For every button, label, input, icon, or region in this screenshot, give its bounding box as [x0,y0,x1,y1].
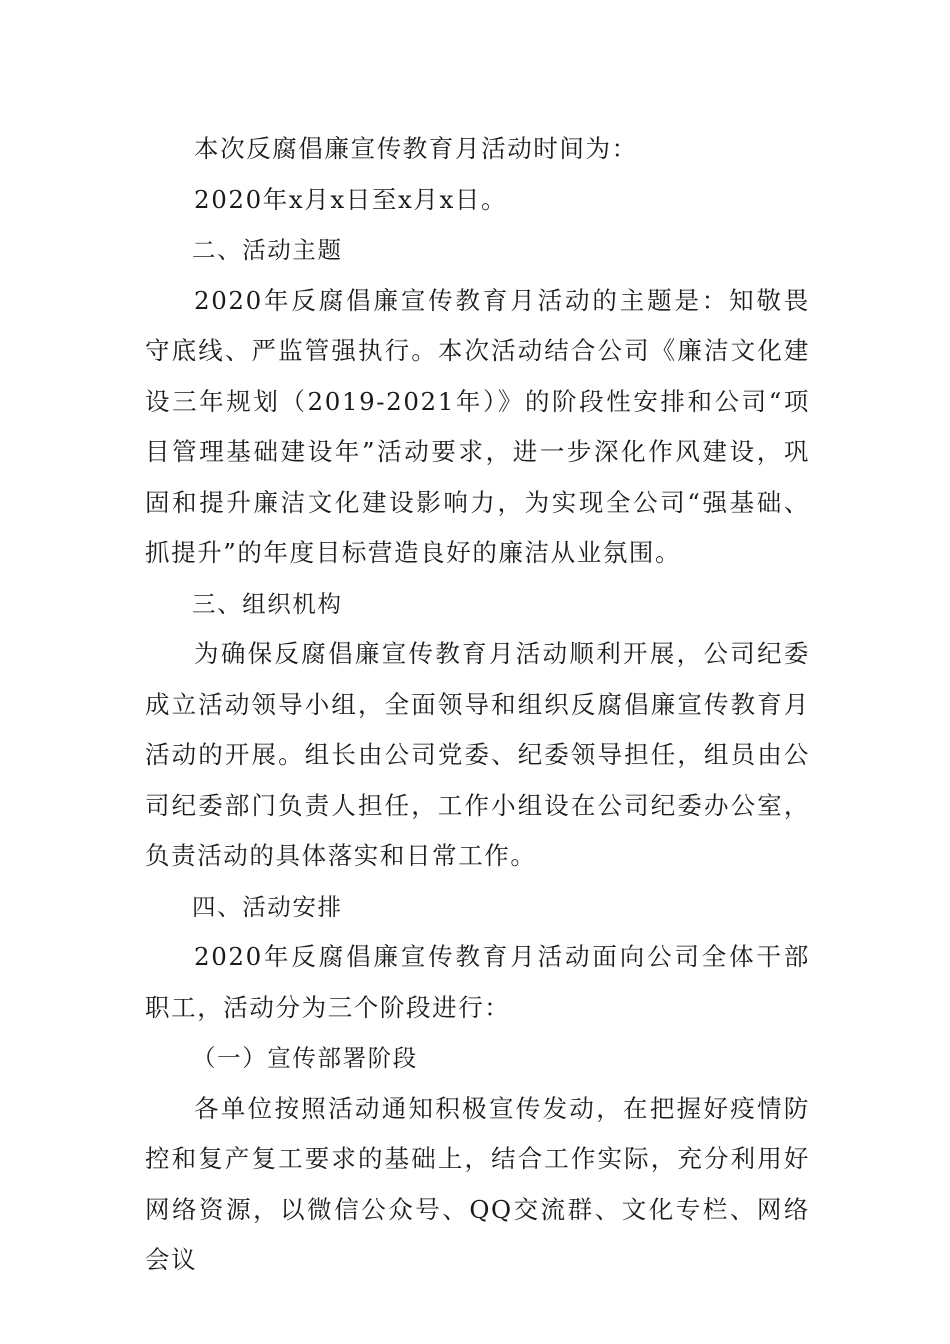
paragraph-theme-body: 2020年反腐倡廉宣传教育月活动的主题是：知敬畏守底线、严监管强执行。本次活动结合公司《廉洁文化建设三年规划（2019-2021年）》的阶段性安排和公司“项目管理基础建设年”活动要求，进一步深化作风建设，巩固和提升廉洁文化建设影响力，为实现全公司“强基础、抓提升”的年度目标营造良好的廉洁从业氛围。 [145,285,810,567]
paragraph-activity-time: 本次反腐倡廉宣传教育月活动时间为： [194,134,638,163]
paragraph-publicity-body: 各单位按照活动通知积极宣传发动，在把握好疫情防控和复产复工要求的基础上，结合工作实际，充分利用好网络资源，以微信公众号、QQ交流群、文化专栏、网络会议 [145,1093,810,1274]
heading-organization: 三、组织机构 [192,589,343,618]
heading-activity-arrangement: 四、活动安排 [192,892,343,921]
paragraph-arrangement-body: 2020年反腐倡廉宣传教育月活动面向公司全体干部职工，活动分为三个阶段进行： [145,942,810,1022]
document-body [145,124,810,1286]
heading-activity-theme: 二、活动主题 [192,236,343,264]
paragraph-date-range: 2020年x月x日至x月x日。 [194,184,508,214]
paragraph-organization-body: 为确保反腐倡廉宣传教育月活动顺利开展，公司纪委成立活动领导小组，全面领导和组织反腐倡廉宣传教育月活动的开展。组长由公司党委、纪委领导担任，组员由公司纪委部门负责人担任，工作小组设在公司纪委办公室，负责活动的具体落实和日常工作。 [145,639,810,870]
subheading-publicity-stage: （一）宣传部署阶段 [192,1044,418,1072]
